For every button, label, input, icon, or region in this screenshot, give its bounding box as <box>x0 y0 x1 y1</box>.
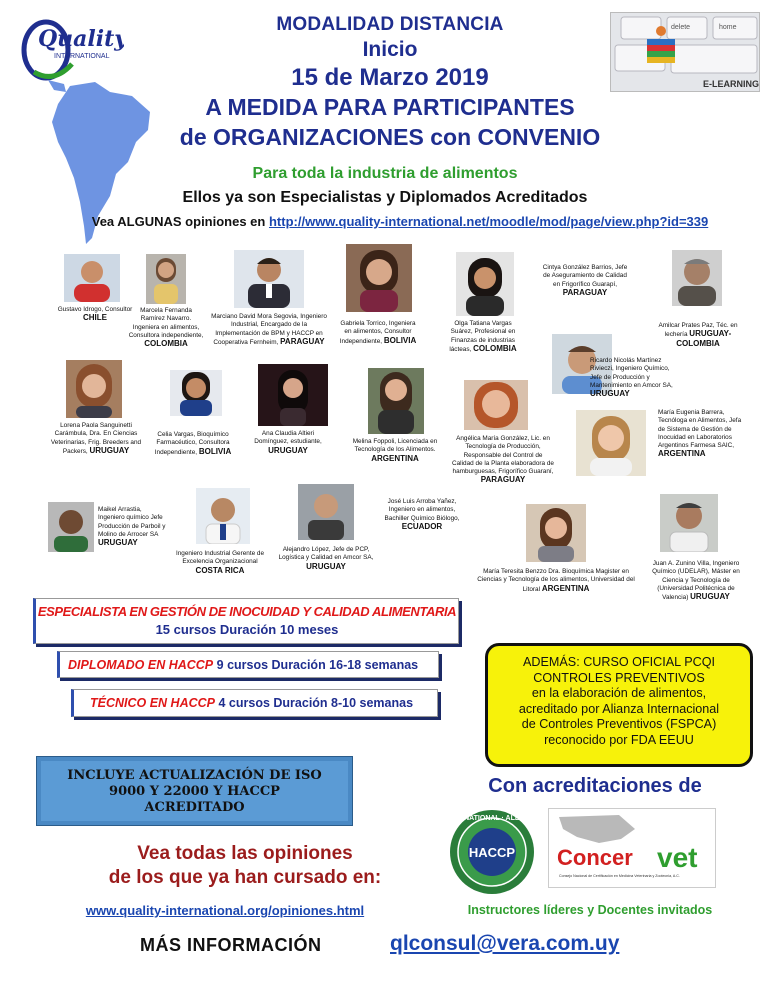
email-row <box>390 932 619 956</box>
person-photo <box>464 380 528 430</box>
person-country: URUGUAY <box>590 389 630 399</box>
person-caption <box>50 422 142 456</box>
person-caption <box>540 264 630 298</box>
email-link[interactable]: qlconsul@vera.com.uy <box>390 932 620 955</box>
person-photo <box>196 488 250 544</box>
person-caption <box>352 438 438 464</box>
pcqi-line: CONTROLES PREVENTIVOS <box>533 670 705 685</box>
tecnico-title: TÉCNICO EN HACCP <box>90 696 216 710</box>
elearning-keyboard-image <box>610 12 760 92</box>
person-country: PARAGUAY <box>280 336 325 346</box>
person-country: URUGUAY <box>89 445 130 455</box>
person-country: BOLIVIA <box>198 446 232 456</box>
person-desc: Olga Tatiana Vargas Suárez, Profesional en Finanzas de industrias lácteas, <box>449 320 516 353</box>
person-desc: Gustavo Idrogo, Consultor <box>57 306 133 313</box>
fecha-heading: 15 de Marzo 2019 <box>291 64 489 91</box>
person-country: CHILE <box>83 313 107 323</box>
person-caption <box>650 322 746 349</box>
pcqi-line: reconocido por FDA EEUU <box>544 732 694 747</box>
especialistas-subtitle: Ellos ya son Especialistas y Diplomados Acreditados <box>182 189 588 206</box>
person-desc: José Luis Arroba Yañez, Ingeniero en alimentos, Bachiller Químico Biólogo, <box>384 498 460 522</box>
person-country: ARGENTINA <box>371 453 419 463</box>
pcqi-line: acreditado por Alianza Internacional <box>518 701 720 716</box>
person-photo <box>66 360 122 418</box>
person-country: BOLIVIA <box>383 335 417 345</box>
person-country: ARGENTINA <box>658 449 706 459</box>
opiniones-line <box>60 214 740 229</box>
modalidad-heading: MODALIDAD DISTANCIA <box>276 14 504 35</box>
convenio-heading: de ORGANIZACIONES con CONVENIO <box>179 124 601 150</box>
person-desc: Ana Claudia Altieri Domínguez, estudiante, <box>254 430 322 446</box>
person-photo <box>576 410 646 476</box>
haccp-letters: HACCP <box>468 845 516 860</box>
person-photo <box>258 364 328 426</box>
person-desc: María Teresita Benzzo Dra. Bioquímica Magister en Ciencias y Tecnología de los alimentos, Universidad del Litoral <box>477 568 635 593</box>
concer-vet: vet <box>657 842 698 873</box>
person-caption <box>590 357 680 399</box>
person-country: URUGUAY <box>306 561 346 571</box>
person-photo <box>234 250 304 308</box>
opiniones-url-row <box>20 902 430 920</box>
concer-sub: Consejo Nacional de Certificación en Medicina Veterinaria y Zootecnia, A.C. <box>559 874 680 878</box>
vea-todas-line2: de los que ya han cursado en: <box>108 867 382 888</box>
person-photo <box>64 254 120 302</box>
tecnico-duration: 4 cursos Duración 8-10 semanas <box>218 696 414 710</box>
person-country: PARAGUAY <box>562 287 608 297</box>
person-photo <box>456 252 514 316</box>
person-photo <box>672 250 722 306</box>
diplomado-duration: 9 cursos Duración 16-18 semanas <box>216 658 419 672</box>
person-desc: Juan A. Zunino Villa, Ingeniero Químico (UDELAR), Máster en Ciencia y Tecnología de (Universidad Politécnica de Valencia) <box>652 560 740 602</box>
person-caption <box>446 320 520 354</box>
key-label-home: home <box>719 24 737 31</box>
iso-line: INCLUYE ACTUALIZACIÓN DE ISO <box>67 768 322 783</box>
iso-update-box <box>36 756 353 826</box>
pcqi-line: ADEMÁS: CURSO OFICIAL PCQI <box>523 655 715 669</box>
person-caption <box>244 430 332 456</box>
person-photo <box>526 504 586 562</box>
instructores-text: Instructores líderes y Docentes invitados <box>467 903 713 917</box>
person-desc: Maikel Arrastia, Ingeniero químico Jefe Producción de Parboil y Molino de Arrocer SA <box>98 506 166 538</box>
person-caption <box>476 568 636 594</box>
person-caption <box>170 550 270 576</box>
person-desc: Marcela Fernanda Ramírez Navarro. Ingeniera en alimentos, Consultora independiente, <box>128 307 204 339</box>
person-country: PARAGUAY <box>480 475 526 485</box>
person-desc: Celia Vargas, Bioquímico Farmacéutico, Consultora Independiente, <box>154 431 230 456</box>
person-desc: Marciano David Mora Segovia, Ingeniero Industrial, Encargado de la Implementación de BPM y HACCP en Cooperativa Fernheim, <box>211 313 327 346</box>
key-label-delete: delete <box>671 24 691 31</box>
person-desc: Gabriela Torrico, Ingeniera en alimentos, Consultor Independiente, <box>339 320 416 345</box>
industria-subtitle: Para toda la industria de alimentos <box>252 165 518 182</box>
elearning-label: E-LEARNING <box>703 79 759 89</box>
concer-name: Concer <box>557 845 633 870</box>
iso-line: ACREDITADO <box>144 800 245 815</box>
person-desc: Melina Foppoli, Licenciada en Tecnología de los Alimentos. <box>352 438 438 454</box>
person-photo <box>48 502 94 552</box>
acreditaciones-title: Con acreditaciones de <box>488 775 702 797</box>
person-country: URUGUAY <box>98 538 138 548</box>
person-caption <box>452 435 554 486</box>
quality-international-logo <box>14 12 124 82</box>
person-desc: Ricardo Nicolás Martínez Rivieczi, Ingeniero Químico, Jefe de Producción y Mantenimiento en Amcor SA, <box>590 357 673 389</box>
iso-line: 9000 Y 22000 Y HACCP <box>109 784 280 799</box>
opiniones-link[interactable]: www.quality-international.org/opiniones.html <box>85 903 365 918</box>
mas-informacion-label: MÁS INFORMACIÓN <box>140 935 322 955</box>
logo-sub: INTERNATIONAL <box>54 53 110 60</box>
especialista-duration: 15 cursos Duración 10 meses <box>155 622 339 637</box>
person-desc: Lorena Paola Sanguinetti Carámbula, Dra. En Ciencias Veterinarias, Frig. Breeders and Packers, <box>50 422 142 455</box>
person-caption <box>152 431 234 457</box>
person-caption <box>658 409 748 460</box>
especialista-title: ESPECIALISTA EN GESTIÓN DE INOCUIDAD Y CALIDAD ALIMENTARIA <box>37 604 457 619</box>
person-desc: Amilcar Prates Paz, Téc. en lechería <box>658 322 738 339</box>
person-desc: Angélica María González, Lic. en Tecnología de Producción, Responsable del Control de Calidad de la Planta elaboradora de hamburguesas, Frigorífico Guaraní, <box>452 435 554 476</box>
person-country: COLOMBIA <box>144 339 188 349</box>
person-country: URUGUAY <box>690 592 730 602</box>
diplomado-title: DIPLOMADO EN HACCP <box>68 658 214 672</box>
pcqi-course-box <box>485 643 753 767</box>
person-photo <box>368 368 424 434</box>
participantes-heading: A MEDIDA PARA PARTICIPANTES <box>205 94 575 120</box>
person-caption <box>52 306 138 324</box>
person-caption <box>98 506 170 548</box>
pcqi-line: de Controles Preventivos (FSPCA) <box>521 717 717 731</box>
person-photo <box>298 484 354 540</box>
especialista-course-box <box>33 598 459 644</box>
vea-todas-opiniones <box>60 842 430 890</box>
person-country: COLOMBIA <box>473 343 517 353</box>
concervet-logo <box>548 808 716 888</box>
person-photo <box>660 494 718 552</box>
person-photo <box>170 370 222 416</box>
opiniones-moodle-link[interactable]: http://www.quality-international.net/moodle/mod/page/view.php?id=339 <box>268 214 709 229</box>
diplomado-course-box <box>57 651 439 678</box>
person-caption <box>276 546 376 572</box>
opiniones-prefix: Vea ALGUNAS opiniones en <box>91 214 266 229</box>
inicio-heading: Inicio <box>362 38 418 61</box>
person-country: URUGUAY <box>268 445 308 455</box>
tecnico-course-box <box>71 689 438 717</box>
person-caption <box>646 560 746 602</box>
person-country: COSTA RICA <box>195 565 245 575</box>
pcqi-line: en la elaboración de alimentos, <box>531 686 707 700</box>
person-photo <box>346 244 412 312</box>
person-country: URUGUAY-COLOMBIA <box>676 329 732 348</box>
person-photo <box>146 254 186 304</box>
haccp-ring-text: INTERNATIONAL · ALLIANCE <box>447 815 537 822</box>
vea-todas-line1: Vea todas las opiniones <box>137 843 353 864</box>
person-desc: María Eugenia Barrera, Tecnóloga en Alimentos, Jefa de Sistema de Gestión de Inocuidad en Laboratorios Argentinos Farmesa SAIC, <box>658 409 742 450</box>
person-caption <box>380 498 464 532</box>
person-country: ECUADOR <box>401 521 443 531</box>
person-desc: Cintya González Barrios, Jefe de Aseguramiento de Calidad en Frigorífico Guarapí, <box>542 264 628 288</box>
logo-text: Quality <box>38 26 124 52</box>
person-caption <box>338 320 418 346</box>
haccp-alliance-logo <box>447 808 537 896</box>
person-desc: Alejandro López, Jefe de PCP, Logística y Calidad en Amcor SA, <box>278 546 374 562</box>
person-desc: Ingeniero Industrial Gerente de Excelencia Organizacional <box>175 550 265 566</box>
person-country: ARGENTINA <box>541 583 590 593</box>
person-caption <box>128 307 204 349</box>
person-caption <box>208 313 330 347</box>
